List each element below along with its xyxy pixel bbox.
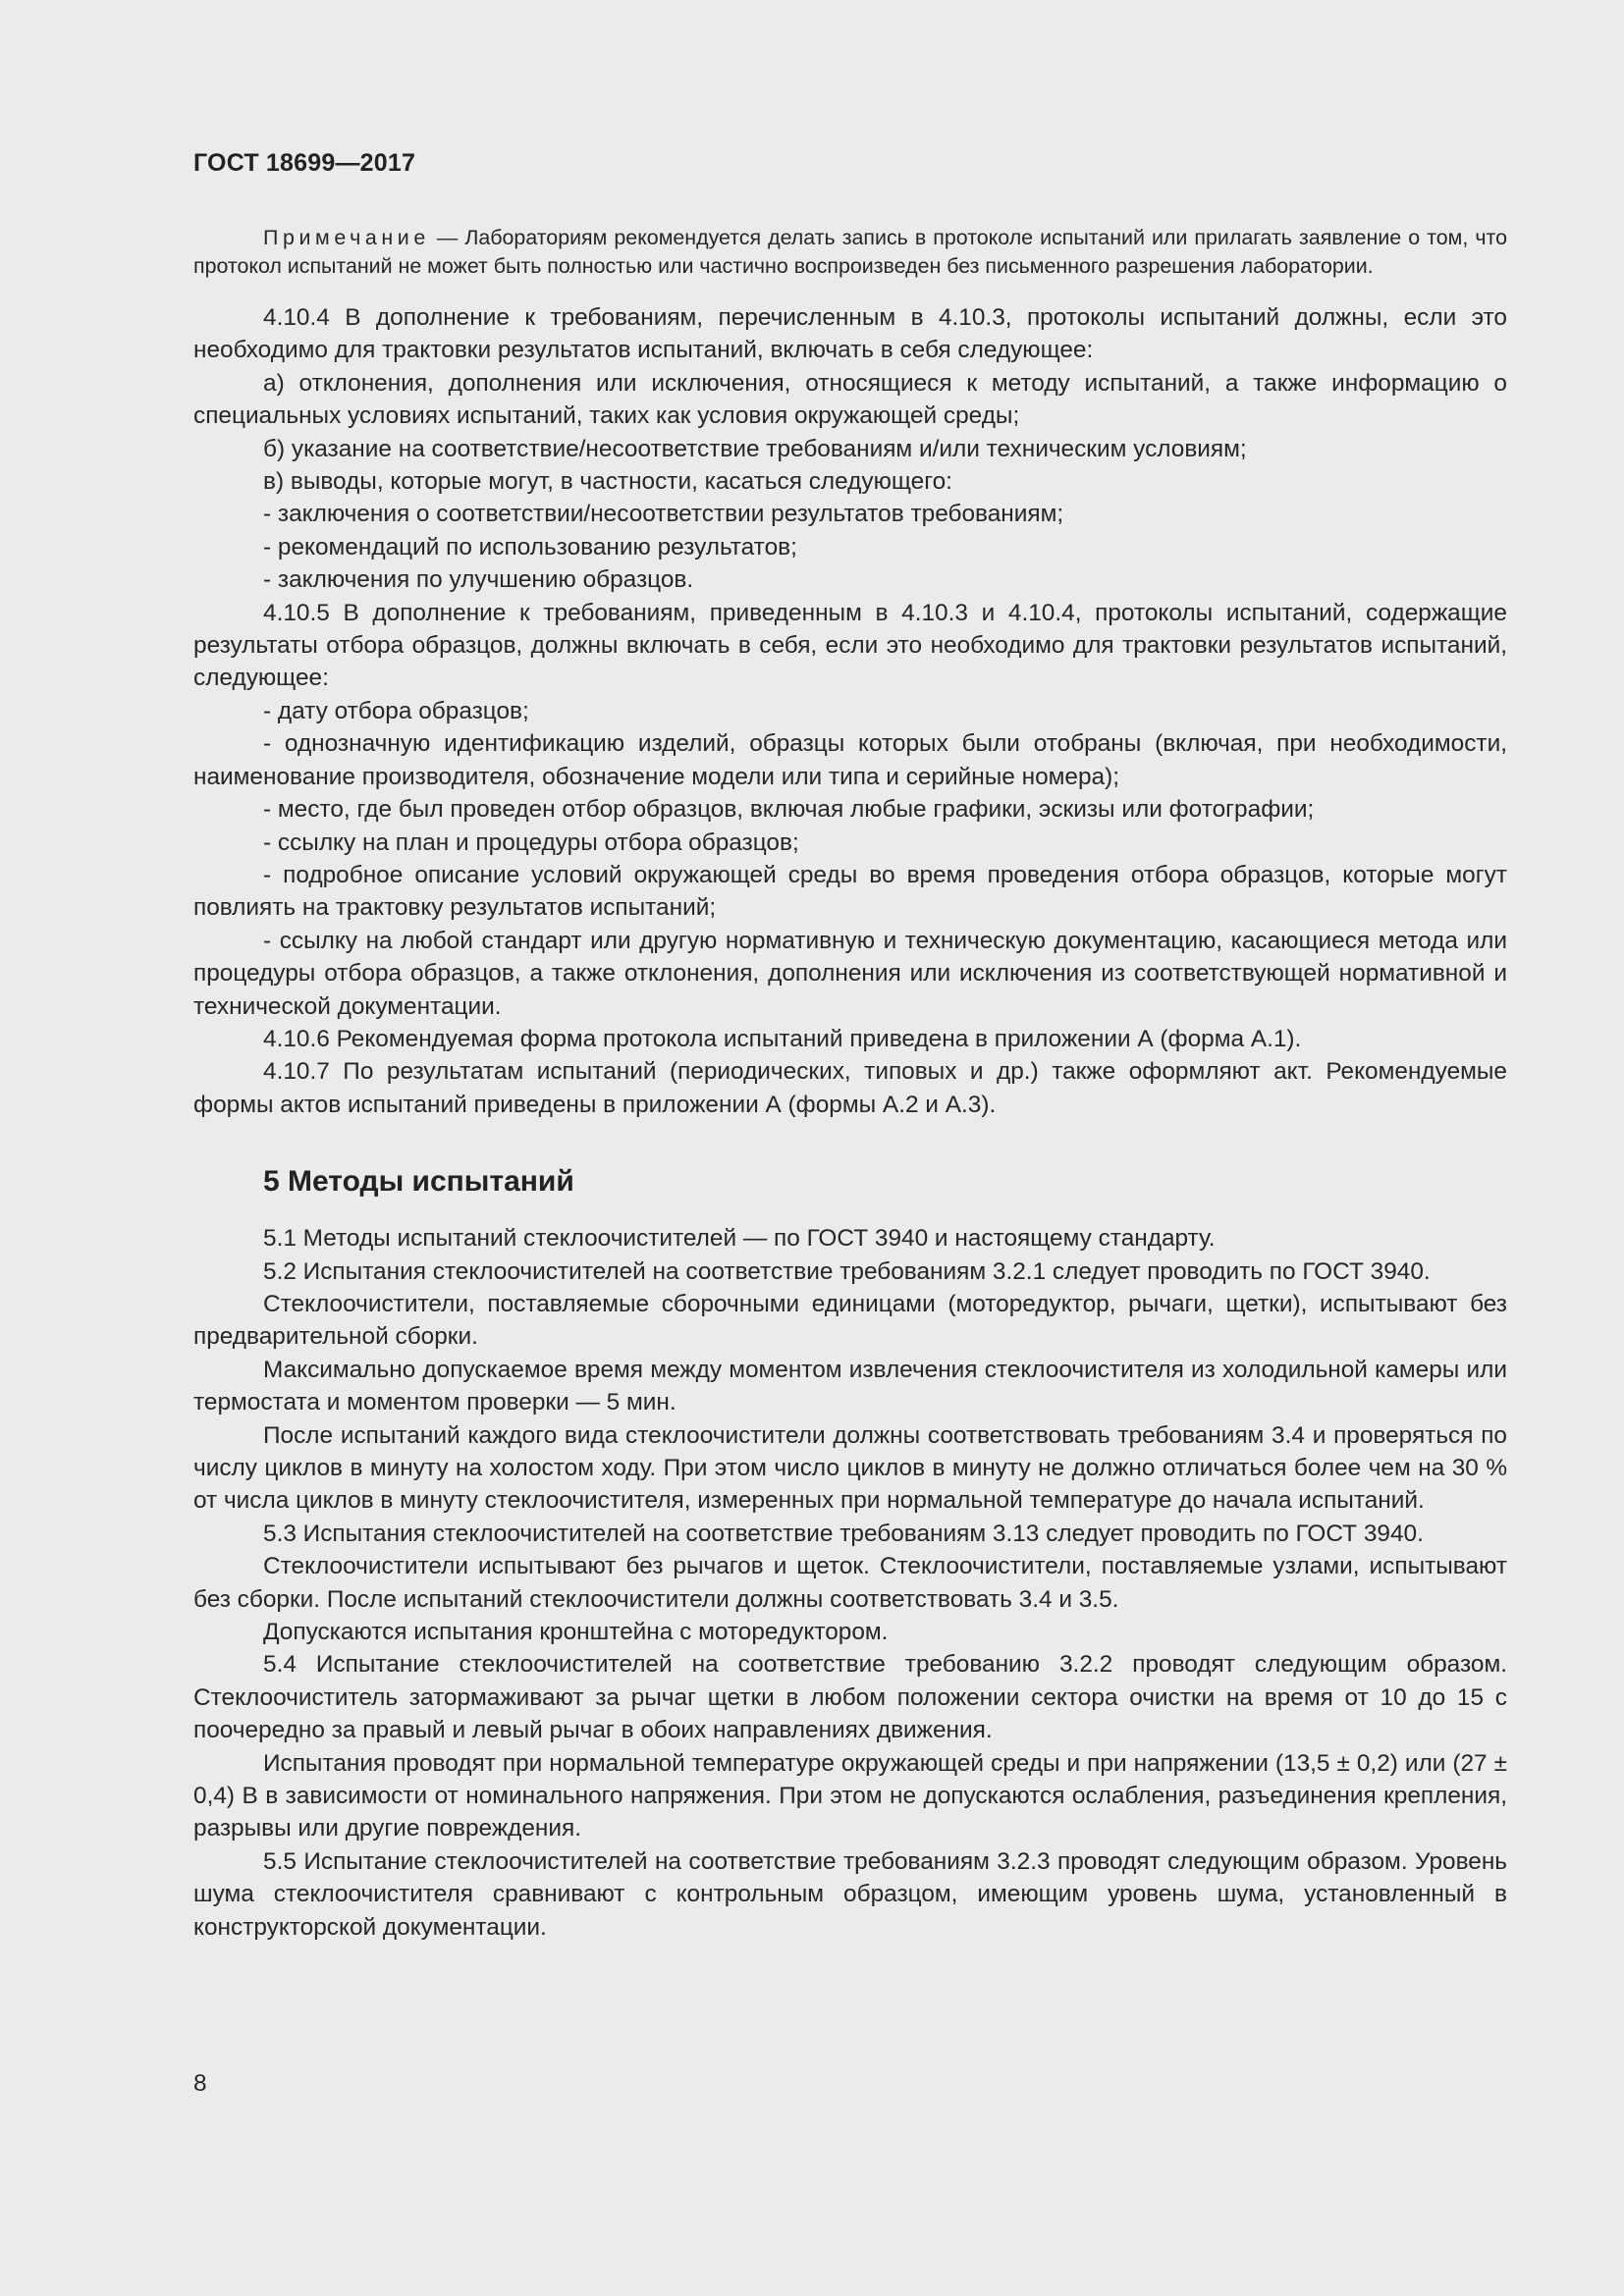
list-item: - ссылку на план и процедуры отбора образцов; (263, 828, 799, 856)
paragraph: Испытания проводят при нормальной температуре окружающей среды и при напряжении (13,5 ± 0,2) или (27 ± 0,4) В в зависимости от номинального напряжения. При этом не допускаются ослабления, разъединения крепления, разрывы или другие повреждения. (193, 1749, 1507, 1842)
paragraph: После испытаний каждого вида стеклоочистители должны соответствовать требованиям 3.4 и проверяться по числу циклов в минуту на холостом ходу. При этом число циклов в минуту не должно отличаться более чем на 30 % от числа циклов в минуту стеклоочистителя, измеренных при нормальной температуре до начала испытаний. (193, 1421, 1507, 1515)
paragraph: 4.10.5 В дополнение к требованиям, приведенным в 4.10.3 и 4.10.4, протоколы испытаний, содержащие результаты отбора образцов, должны включать в себя, если это необходимо для трактовки результатов испытаний, следующее: (193, 599, 1507, 692)
list-item: - заключения о соответствии/несоответствии результатов требованиям; (263, 501, 1064, 528)
list-item: - дату отбора образцов; (263, 697, 529, 724)
list-item: - заключения по улучшению образцов. (263, 566, 694, 594)
paragraph: Стеклоочистители, поставляемые сборочными единицами (моторедуктор, рычаги, щетки), испытывают без предварительной сборки. (193, 1290, 1507, 1351)
list-item: а) отклонения, дополнения или исключения, относящиеся к методу испытаний, а также информацию о специальных условиях испытаний, таких как условия окружающей среды; (193, 369, 1507, 430)
document-body (193, 224, 1507, 1944)
note-label: Примечание (263, 226, 430, 249)
paragraph: 4.10.7 По результатам испытаний (периодических, типовых и др.) также оформляют акт. Рекомендуемые формы актов испытаний приведены в приложении А (формы А.2 и А.3). (193, 1058, 1507, 1118)
list-item: - подробное описание условий окружающей среды во время проведения отбора образцов, которые могут повлиять на трактовку результатов испытаний; (193, 861, 1507, 922)
paragraph: 4.10.4 В дополнение к требованиям, перечисленным в 4.10.3, протоколы испытаний должны, если это необходимо для трактовки результатов испытаний, включать в себя следующее: (193, 304, 1507, 364)
list-item: - место, где был проведен отбор образцов, включая любые графики, эскизы или фотографии; (263, 796, 1315, 824)
list-item: - однозначную идентификацию изделий, образцы которых были отобраны (включая, при необходимости, наименование производителя, обозначение модели или типа и серийные номера); (193, 730, 1507, 790)
list-item: - рекомендаций по использованию результатов; (263, 533, 797, 561)
paragraph: 5.2 Испытания стеклоочистителей на соответствие требованиям 3.2.1 следует проводить по ГОСТ 3940. (263, 1257, 1431, 1285)
list-item: в) выводы, которые могут, в частности, касаться следующего: (263, 468, 952, 496)
paragraph: 4.10.6 Рекомендуемая форма протокола испытаний приведена в приложении А (форма А.1). (263, 1025, 1302, 1052)
page-number: 8 (193, 2070, 207, 2097)
list-item: б) указание на соответствие/несоответствие требованиям и/или техническим условиям; (263, 435, 1247, 462)
paragraph: 5.1 Методы испытаний стеклоочистителей — по ГОСТ 3940 и настоящему стандарту. (263, 1225, 1216, 1253)
paragraph: 5.3 Испытания стеклоочистителей на соответствие требованиям 3.13 следует проводить по ГОСТ 3940. (263, 1520, 1424, 1547)
section-heading: 5 Методы испытаний (263, 1165, 574, 1199)
paragraph: Максимально допускаемое время между моментом извлечения стеклоочистителя из холодильной камеры или термостата и моментом проверки — 5 мин. (193, 1356, 1507, 1416)
note-text: — Лабораториям рекомендуется делать запись в протоколе испытаний или прилагать заявление о том, что протокол испытаний не может быть полностью или частично воспроизведен без письменного разрешения лаборатории. (193, 226, 1507, 278)
paragraph: 5.5 Испытание стеклоочистителей на соответствие требованиям 3.2.3 проводят следующим образом. Уровень шума стеклоочистителя сравнивают с контрольным образцом, имеющим уровень шума, установленный в конструкторской документации. (193, 1847, 1507, 1941)
list-item: - ссылку на любой стандарт или другую нормативную и техническую документацию, касающиеся метода или процедуры отбора образцов, а также отклонения, дополнения или исключения из соответствующей нормативной и технической документации. (193, 927, 1507, 1020)
paragraph: Стеклоочистители испытывают без рычагов и щеток. Стеклоочистители, поставляемые узлами, испытывают без сборки. После испытаний стеклоочистители должны соответствовать 3.4 и 3.5. (193, 1553, 1507, 1613)
note-paragraph (193, 224, 1507, 281)
paragraph: 5.4 Испытание стеклоочистителей на соответствие требованию 3.2.2 проводят следующим образом. Стеклоочиститель затормаживают за рычаг щетки в любом положении сектора очистки на время от 10 до 15 с поочередно за правый и левый рычаг в обоих направлениях движения. (193, 1651, 1507, 1744)
document-header: ГОСТ 18699—2017 (193, 149, 416, 177)
paragraph: Допускаются испытания кронштейна с моторедуктором. (263, 1619, 889, 1646)
